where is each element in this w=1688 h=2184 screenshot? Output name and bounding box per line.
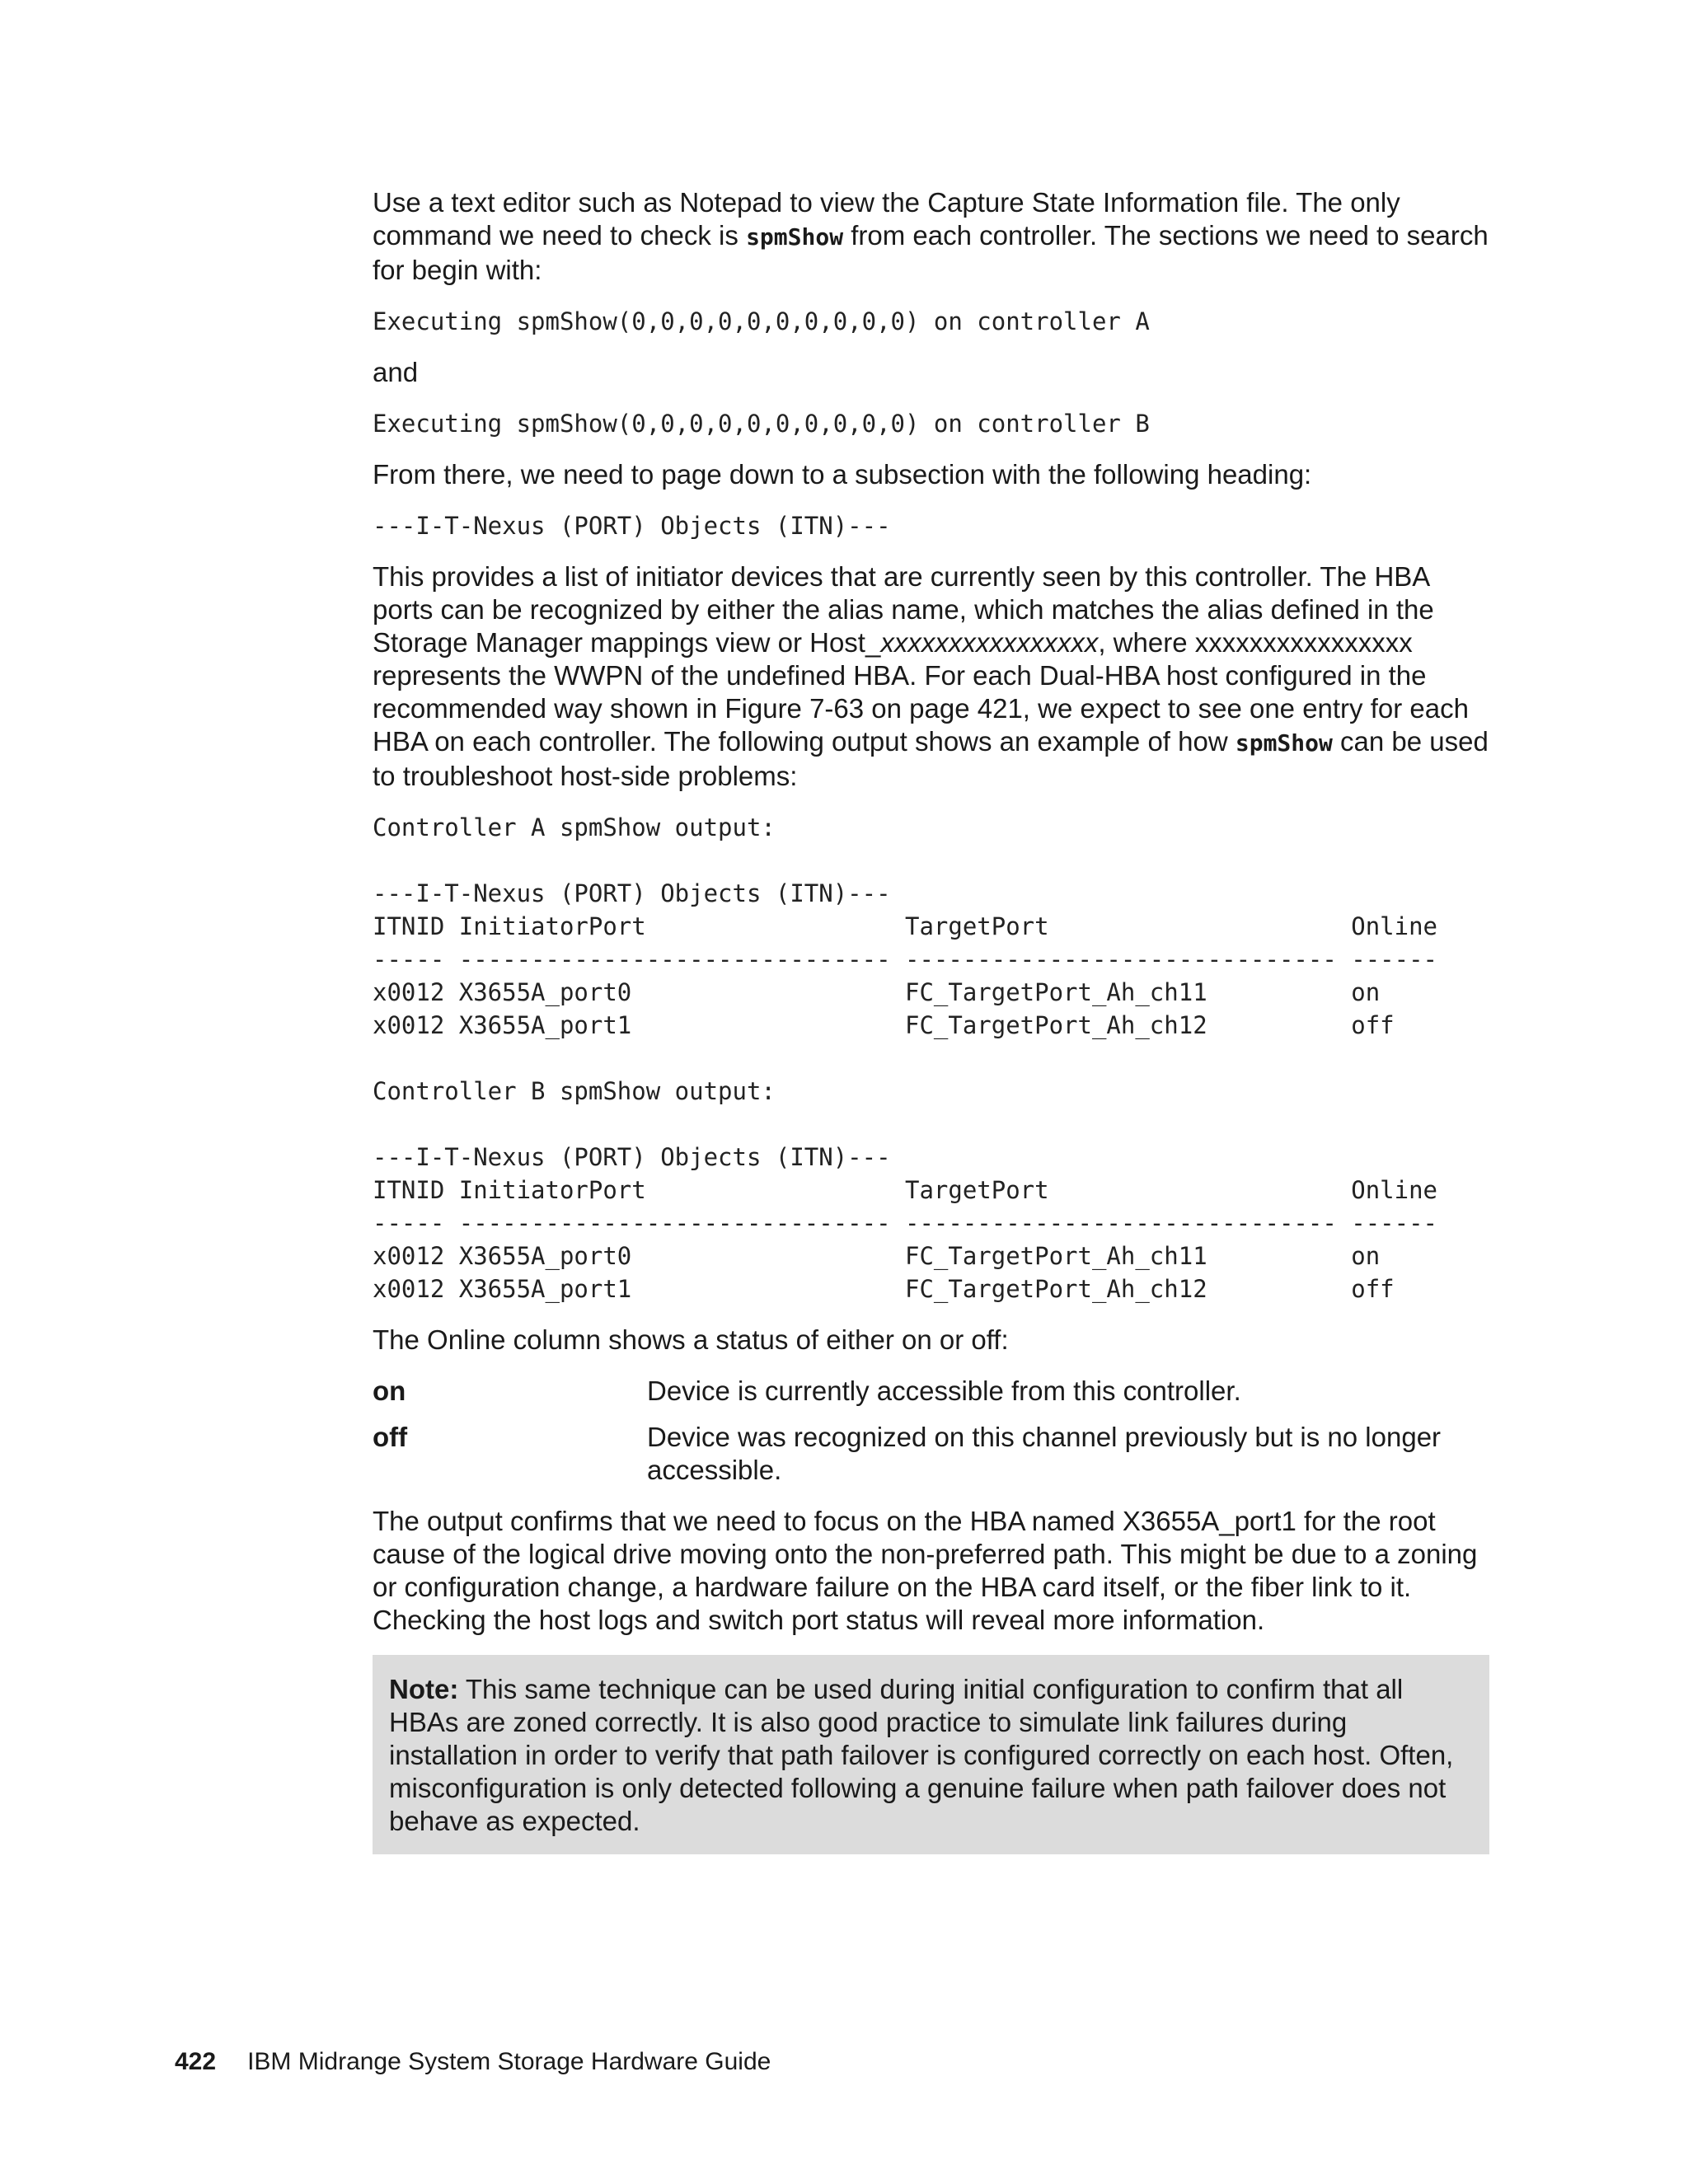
definition-row-on	[373, 1375, 1489, 1408]
page-content	[373, 186, 1489, 1854]
definition-term: off	[373, 1422, 408, 1452]
hba-text-1: This provides a list of initiator devices that are currently seen by this controller. The HBA ports can be recognized by either the alias name, which matches the alias defined in the Storage Manager mappings view or Host_	[373, 561, 1434, 658]
note-box	[373, 1655, 1489, 1854]
intro-paragraph	[373, 186, 1489, 287]
code-exec-controller-b: Executing spmShow(0,0,0,0,0,0,0,0,0,0) on controller B	[373, 410, 1150, 438]
and-text: and	[373, 357, 419, 387]
definition-description: Device was recognized on this channel previously but is no longer accessible.	[647, 1422, 1442, 1485]
hba-italic-wwpn: xxxxxxxxxxxxxxxx	[880, 627, 1099, 658]
inline-command-2: spmShow	[1235, 729, 1333, 757]
note-label: Note:	[389, 1674, 459, 1704]
page-footer	[175, 2047, 771, 2077]
hba-text-2: , where xxxxxxxxxxxxxxxx represents the WWPN of the undefined HBA. For each Dual-HBA host configured in the recommended way shown in Figure 7-63 on page 421, we expect to see one entry for each HBA on each controller. The following output shows an example of how	[373, 627, 1469, 757]
hba-paragraph	[373, 560, 1489, 793]
from-there-paragraph: From there, we need to page down to a subsection with the following heading:	[373, 459, 1312, 490]
code-itn-heading: ---I-T-Nexus (PORT) Objects (ITN)---	[373, 512, 891, 540]
definition-term: on	[373, 1376, 406, 1406]
conclusion-paragraph: The output confirms that we need to focus on the HBA named X3655A_port1 for the root cause of the logical drive moving onto the non-preferred path. This might be due to a zoning or configuration change, a hardware failure on the HBA card itself, or the fiber link to it. Checking the host logs and switch port status will reveal more information.	[373, 1506, 1478, 1635]
definition-row-off	[373, 1421, 1489, 1487]
hba-text-3: can be used to troubleshoot host-side problems:	[373, 726, 1489, 791]
inline-command: spmShow	[746, 223, 844, 251]
code-exec-controller-a: Executing spmShow(0,0,0,0,0,0,0,0,0,0) on controller A	[373, 307, 1150, 335]
code-spmshow-output: Controller A spmShow output: ---I-T-Nexus (PORT) Objects (ITN)--- ITNID InitiatorPort TargetPort Online ----- ------------------------------ ------------------------------ ------ x0012 X3655A_port0 FC_TargetPort_Ah_ch11 on x0012 X3655A_port1 FC_TargetPort_Ah_ch12 off Controller B spmShow output: ---I-T-Nexus (PORT) Objects (ITN)--- ITNID InitiatorPort TargetPort Online ----- ------------------------------ ------------------------------ ------ x0012 X3655A_port0 FC_TargetPort_Ah_ch11 on x0012 X3655A_port1 FC_TargetPort_Ah_ch12 off	[373, 813, 1438, 1303]
online-intro: The Online column shows a status of either on or off:	[373, 1324, 1009, 1355]
page-number: 422	[175, 2048, 217, 2075]
note-text: This same technique can be used during initial configuration to confirm that all HBAs are zoned correctly. It is also good practice to simulate link failures during installation in order to verify that path failover is configured correctly on each host. Often, misconfiguration is only detected following a genuine failure when path failover does not behave as expected.	[389, 1674, 1454, 1836]
definition-description: Device is currently accessible from this controller.	[647, 1376, 1241, 1406]
definition-list	[373, 1375, 1489, 1487]
book-title: IBM Midrange System Storage Hardware Guide	[247, 2048, 771, 2075]
intro-text-1: Use a text editor such as Notepad to view the Capture State Information file. The only command we need to check is	[373, 187, 1400, 251]
intro-text-2: from each controller. The sections we need to search for begin with:	[373, 220, 1489, 285]
